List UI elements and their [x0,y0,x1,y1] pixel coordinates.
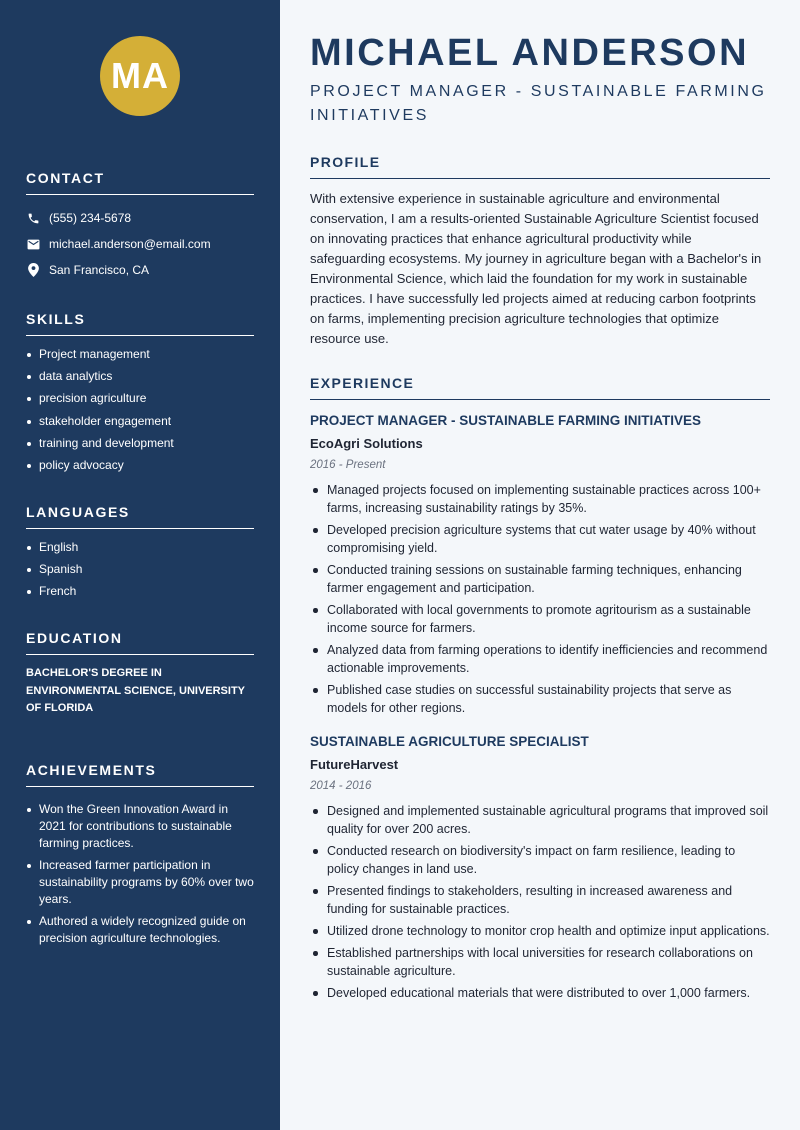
contact-section [26,170,254,283]
experience-heading: EXPERIENCE [310,375,770,400]
education-section [26,630,254,718]
list-item: Authored a widely recognized guide on precision agriculture technologies. [26,913,254,947]
list-item: English [26,539,254,556]
list-item: Analyzed data from farming operations to identify inefficiencies and recommend actionable improvements. [310,641,770,677]
profile-text: With extensive experience in sustainable agriculture and environmental conservation, I am a results-oriented Sustainable Agriculture Scientist focused on innovating practices that enhance agricultural productivity while safeguarding ecosystems. My journey in agriculture began with a Bachelor's in Environmental Science, which laid the foundation for my work in sustainable practices. I have successfully led projects aimed at reducing carbon footprints on farms, implementing precision agriculture technologies that optimize resource use. [310,191,762,346]
job-bullets [310,802,770,1002]
languages-heading: LANGUAGES [26,504,254,529]
contact-phone-text[interactable]: (555) 234-5678 [49,211,132,225]
contact-location [26,257,254,283]
list-item: French [26,583,254,600]
job-entry [310,733,770,1002]
languages-list [26,539,254,600]
list-item: Developed precision agriculture systems that cut water usage by 40% without compromising yield. [310,521,770,557]
company-name: EcoAgri Solutions [310,436,423,451]
list-item: Conducted training sessions on sustainable farming techniques, enhancing farmer engagement and participation. [310,561,770,597]
email-icon [26,237,40,251]
list-item: policy advocacy [26,457,254,474]
list-item: stakeholder engagement [26,413,254,430]
sidebar [0,0,280,1130]
contact-list [26,205,254,283]
list-item: Designed and implemented sustainable agricultural programs that improved soil quality for over 200 acres. [310,802,770,838]
avatar-initials: MA [100,36,180,116]
list-item: precision agriculture [26,390,254,407]
contact-email [26,231,254,257]
company-name: FutureHarvest [310,757,399,772]
phone-icon [26,211,40,225]
languages-section [26,504,254,600]
contact-heading: CONTACT [26,170,254,195]
education-degree: BACHELOR'S DEGREE IN ENVIRONMENTAL SCIENCE, UNIVERSITY OF FLORIDA [26,667,245,715]
list-item: Presented findings to stakeholders, resulting in increased awareness and funding for sustainable practices. [310,882,770,918]
list-item: Collaborated with local governments to promote agritourism as a sustainable income source for farmers. [310,601,770,637]
skills-section [26,311,254,474]
list-item: Published case studies on successful sustainability projects that serve as models for other regions. [310,681,770,717]
job-title: PROJECT MANAGER - SUSTAINABLE FARMING INITIATIVES [310,413,702,428]
location-pin-icon [26,263,40,277]
achievements-heading: ACHIEVEMENTS [26,762,254,787]
contact-phone [26,205,254,231]
list-item: Conducted research on biodiversity's impact on farm resilience, leading to policy changes in land use. [310,842,770,878]
main-content [280,0,800,1130]
list-item: data analytics [26,368,254,385]
list-item: training and development [26,435,254,452]
contact-location-text: San Francisco, CA [49,263,150,277]
skills-list [26,346,254,474]
list-item: Managed projects focused on implementing sustainable practices across 100+ farms, increasing sustainability ratings by 35%. [310,481,770,517]
job-dates: 2014 - 2016 [310,780,372,792]
contact-email-text[interactable]: michael.anderson@email.com [49,237,211,251]
list-item: Won the Green Innovation Award in 2021 for contributions to sustainable farming practices. [26,801,254,852]
candidate-name: MICHAEL ANDERSON [310,32,750,74]
list-item: Utilized drone technology to monitor crop health and optimize input applications. [310,922,770,940]
list-item: Spanish [26,561,254,578]
list-item: Project management [26,346,254,363]
achievements-section [26,762,254,947]
candidate-title: PROJECT MANAGER - SUSTAINABLE FARMING INITIATIVES [310,83,767,124]
list-item: Developed educational materials that were distributed to over 1,000 farmers. [310,984,770,1002]
job-dates: 2016 - Present [310,459,386,471]
list-item: Increased farmer participation in sustainability programs by 60% over two years. [26,857,254,908]
education-heading: EDUCATION [26,630,254,655]
job-bullets [310,481,770,717]
job-title: SUSTAINABLE AGRICULTURE SPECIALIST [310,734,589,749]
list-item: Established partnerships with local universities for research collaborations on sustainable agriculture. [310,944,770,980]
profile-heading: PROFILE [310,154,770,179]
job-entry [310,412,770,717]
skills-heading: SKILLS [26,311,254,336]
achievements-list [26,801,254,947]
